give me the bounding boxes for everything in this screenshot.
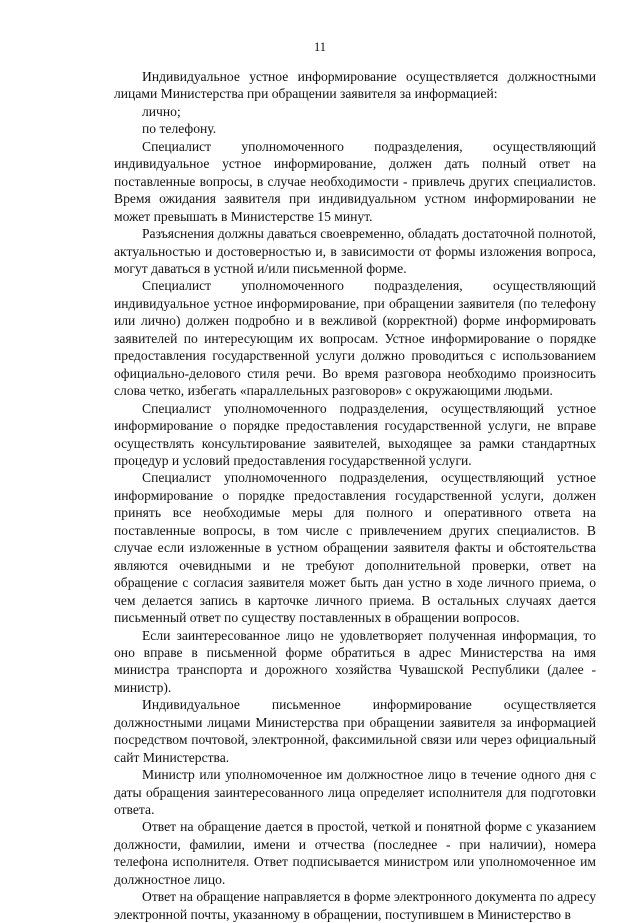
- page-number: 11: [313, 40, 327, 54]
- paragraph-written-appeal: Если заинтересованное лицо не удовлетворяет полученная информация, то оно вправе в письменной форме обратиться в адрес Министерства на имя министра транспорта и дорожного хозяйства Чувашской Республики (далее - министр).: [114, 627, 596, 695]
- paragraph-written-informing: Индивидуальное письменное информирование осуществляется должностными лицами Министерства при обращении заявителя за информацией посредством почтовой, электронной, факсимильной связи или через официальный сайт Министерства.: [114, 697, 596, 765]
- paragraph-consulting-limits: Специалист уполномоченного подразделения, осуществляющий устное информирование о порядке предоставления государственной услуги, не вправе осуществлять консультирование заявителей, выходящее за рамки стандартных процедур и условий предоставления государственной услуги.: [114, 400, 596, 468]
- paragraph-answer-form: Ответ на обращение дается в простой, четкой и понятной форме с указанием должности, фамилии, имени и отчества (последнее - при наличии), номера телефона исполнителя. Ответ подписывается министром или уполномоченное им должностное лицо.: [114, 819, 596, 887]
- paragraph-operative-answer: Специалист уполномоченного подразделения, осуществляющий устное информирование о порядке предоставления государственной услуги, должен принять все необходимые меры для полного и оперативного ответа на поставленные вопросы, в том числе с привлечением других специалистов. В случае если изложенные в устном обращении заявителя факты и обстоятельства являются очевидными и не требуют дополнительной проверки, ответ на обращение с согласия заявителя может быть дан устно в ходе личного приема, о чем делается запись в карточке личного приема. В остальных случаях дается письменный ответ по существу поставленных в обращении вопросов.: [114, 470, 596, 626]
- document-body: [114, 68, 596, 923]
- list-item-by-phone: по телефону.: [142, 121, 217, 137]
- paragraph-explanations: Разъяснения должны даваться своевременно, обладать достаточной полнотой, актуальностью и достоверностью и, в зависимости от формы изложения вопроса, могут даваться в устной и/или письменной форме.: [114, 226, 596, 276]
- paragraph-specialist-full-answer: Специалист уполномоченного подразделения, осуществляющий индивидуальное устное информирование, должен дать полный ответ на поставленные вопросы, в случае необходимости - привлечь других специалистов. Время ожидания заявителя при индивидуальном устном информировании не может превышать в Министерстве 15 минут.: [114, 138, 596, 224]
- paragraph-electronic-answer: Ответ на обращение направляется в форме электронного документа по адресу электронной почты, указанному в обращении, поступившем в Министерство в: [114, 889, 596, 922]
- list-item-in-person: лично;: [142, 103, 181, 119]
- paragraph-oral-info-intro: Индивидуальное устное информирование осуществляется должностными лицами Министерства при обращении заявителя за информацией:: [114, 69, 596, 102]
- paragraph-polite-informing: Специалист уполномоченного подразделения, осуществляющий индивидуальное устное информирование, при обращении заявителя (по телефону или лично) должен подробно и в вежливой (корректной) форме информировать заявителей по интересующим их вопросам. Устное информирование о порядке предоставления государственной услуги должно проводиться с использованием официально-делового стиля речи. Во время разговора необходимо произносить слова четко, избегать «параллельных разговоров» с окружающими людьми.: [114, 278, 596, 399]
- paragraph-executor-assignment: Министр или уполномоченное им должностное лицо в течение одного дня с даты обращения заинтересованного лица определяет исполнителя для подготовки ответа.: [114, 767, 596, 818]
